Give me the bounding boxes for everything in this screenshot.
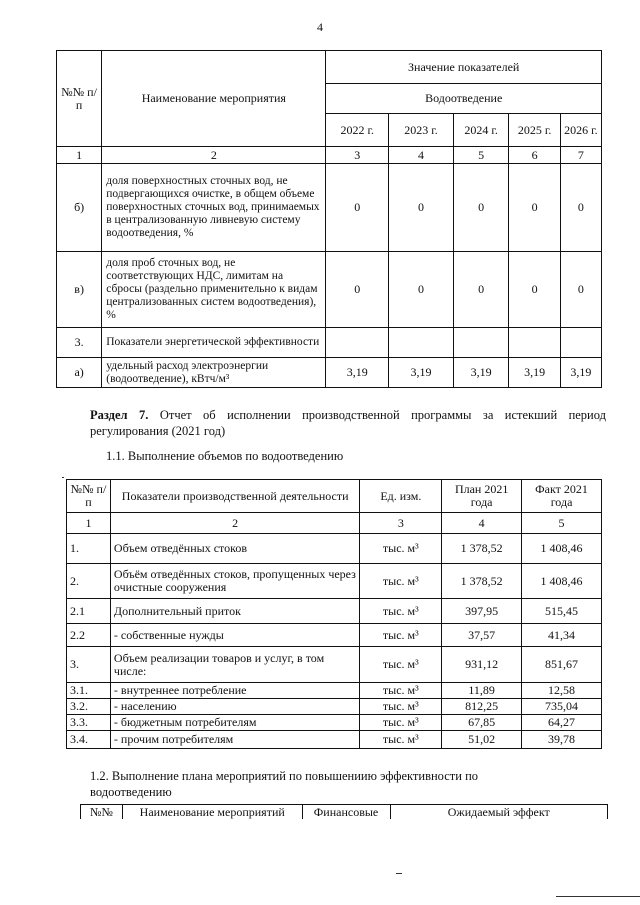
row-name: - прочим потребителям	[110, 731, 360, 749]
row-name: Объем отведённых стоков	[110, 534, 360, 564]
row-unit: тыс. м³	[360, 647, 442, 683]
row-num: в)	[57, 252, 102, 328]
row-value: 0	[560, 164, 601, 252]
col-fact-header: Факт 2021 года	[522, 480, 602, 513]
col-num-header: №№ п/п	[57, 51, 102, 147]
year-header: 2023 г.	[389, 114, 454, 147]
row-name: Дополнительный приток	[110, 599, 360, 624]
indicators-table	[56, 50, 602, 388]
row-unit: тыс. м³	[360, 624, 442, 647]
row-name: - бюджетным потребителям	[110, 715, 360, 731]
row-plan: 397,95	[442, 599, 522, 624]
col-number: 5	[453, 147, 509, 164]
row-num: 3.1.	[67, 683, 111, 699]
row-fact: 41,34	[522, 624, 602, 647]
row-value: 0	[389, 252, 454, 328]
year-header: 2026 г.	[560, 114, 601, 147]
row-value	[326, 328, 389, 358]
volumes-table	[66, 479, 602, 749]
row-value: 0	[453, 252, 509, 328]
col-number: 6	[509, 147, 560, 164]
row-value: 0	[560, 252, 601, 328]
row-unit: тыс. м³	[360, 564, 442, 599]
year-header: 2024 г.	[453, 114, 509, 147]
row-plan: 11,89	[442, 683, 522, 699]
col-unit-header: Ед. изм.	[360, 480, 442, 513]
row-name: - собственные нужды	[110, 624, 360, 647]
col-name-header: Показатели производственной деятельности	[110, 480, 360, 513]
col-effect-header: Ожидаемый эффект	[390, 805, 608, 820]
row-num: а)	[57, 358, 102, 388]
row-value: 3,19	[326, 358, 389, 388]
row-value: 0	[509, 252, 560, 328]
col-plan-header: План 2021 года	[442, 480, 522, 513]
row-plan: 1 378,52	[442, 564, 522, 599]
col-name-header: Наименование мероприятия	[102, 51, 326, 147]
table-row	[57, 328, 602, 358]
row-name: удельный расход электроэнергии (водоотведение), кВтч/м³	[102, 358, 326, 388]
row-num: 2.	[67, 564, 111, 599]
section-7-label: Раздел 7.	[90, 408, 149, 422]
col-number: 4	[389, 147, 454, 164]
col-num-header: №№ п/п	[67, 480, 111, 513]
row-num: б)	[57, 164, 102, 252]
col-number: 1	[57, 147, 102, 164]
row-fact: 39,78	[522, 731, 602, 749]
col-number: 3	[326, 147, 389, 164]
col-name-header: Наименование мероприятий	[122, 805, 302, 820]
measures-table	[80, 804, 608, 819]
table-row	[67, 564, 602, 599]
row-fact: 851,67	[522, 647, 602, 683]
values-title: Значение показателей	[326, 51, 602, 84]
row-value: 0	[509, 164, 560, 252]
col-number: 2	[110, 513, 360, 534]
row-value: 3,19	[509, 358, 560, 388]
row-value	[389, 328, 454, 358]
page-number: 4	[317, 20, 323, 34]
row-value: 3,19	[389, 358, 454, 388]
row-plan: 37,57	[442, 624, 522, 647]
table-row	[67, 534, 602, 564]
row-plan: 931,12	[442, 647, 522, 683]
col-number: 1	[67, 513, 111, 534]
scan-mark	[62, 477, 64, 478]
row-num: 2.1	[67, 599, 111, 624]
row-plan: 51,02	[442, 731, 522, 749]
row-unit: тыс. м³	[360, 731, 442, 749]
table-row	[67, 699, 602, 715]
row-num: 3.2.	[67, 699, 111, 715]
table-row	[67, 683, 602, 699]
subsection-1-2-title: 1.2. Выполнение плана мероприятий по повышениию эффективности по водоотведению	[90, 769, 479, 799]
row-value: 3,19	[560, 358, 601, 388]
col-number: 5	[522, 513, 602, 534]
row-fact: 64,27	[522, 715, 602, 731]
row-value	[453, 328, 509, 358]
row-name: доля проб сточных вод, не соответствующих НДС, лимитам на сбросы (раздельно применительно к видам централизованных систем водоотведения), %	[102, 252, 326, 328]
row-plan: 67,85	[442, 715, 522, 731]
section-7-title	[90, 407, 606, 439]
table-row	[67, 599, 602, 624]
row-value: 0	[326, 164, 389, 252]
row-value: 0	[453, 164, 509, 252]
subsection-1-1-title: 1.1. Выполнение объемов по водоотведению	[106, 449, 344, 463]
table-row	[57, 164, 602, 252]
year-header: 2022 г.	[326, 114, 389, 147]
row-unit: тыс. м³	[360, 599, 442, 624]
group-title: Водоотведение	[326, 84, 602, 114]
row-value: 3,19	[453, 358, 509, 388]
row-num: 1.	[67, 534, 111, 564]
col-number: 3	[360, 513, 442, 534]
bottom-rule	[556, 896, 640, 897]
row-fact: 12,58	[522, 683, 602, 699]
table-row	[67, 647, 602, 683]
row-value: 0	[326, 252, 389, 328]
col-number: 2	[102, 147, 326, 164]
row-unit: тыс. м³	[360, 699, 442, 715]
row-value	[560, 328, 601, 358]
row-name: доля поверхностных сточных вод, не подвергающихся очистке, в общем объеме поверхностных сточных вод, принимаемых в централизованную ливневую систему водоотведения, %	[102, 164, 326, 252]
row-num: 2.2	[67, 624, 111, 647]
row-unit: тыс. м³	[360, 534, 442, 564]
row-unit: тыс. м³	[360, 715, 442, 731]
row-num: 3.3.	[67, 715, 111, 731]
row-name: - населению	[110, 699, 360, 715]
table-row	[57, 358, 602, 388]
row-num: 3.	[57, 328, 102, 358]
row-plan: 812,25	[442, 699, 522, 715]
row-fact: 735,04	[522, 699, 602, 715]
row-fact: 515,45	[522, 599, 602, 624]
table-row	[67, 731, 602, 749]
row-num: 3.4.	[67, 731, 111, 749]
table-row	[67, 715, 602, 731]
col-num-header: №№	[81, 805, 123, 820]
row-name: - внутреннее потребление	[110, 683, 360, 699]
row-value: 0	[389, 164, 454, 252]
section-7-text: Отчет об исполнении производственной программы за истекший период регулирования (2021 год)	[90, 408, 606, 438]
col-number: 4	[442, 513, 522, 534]
row-value	[509, 328, 560, 358]
row-fact: 1 408,46	[522, 534, 602, 564]
row-unit: тыс. м³	[360, 683, 442, 699]
table-row	[57, 252, 602, 328]
table-row	[67, 624, 602, 647]
col-finance-header: Финансовые	[302, 805, 390, 820]
row-name: Показатели энергетической эффективности	[102, 328, 326, 358]
row-plan: 1 378,52	[442, 534, 522, 564]
year-header: 2025 г.	[509, 114, 560, 147]
row-num: 3.	[67, 647, 111, 683]
row-name: Объём отведённых стоков, пропущенных через очистные сооружения	[110, 564, 360, 599]
row-name: Объем реализации товаров и услуг, в том числе:	[110, 647, 360, 683]
scan-mark	[396, 873, 402, 874]
row-fact: 1 408,46	[522, 564, 602, 599]
col-number: 7	[560, 147, 601, 164]
